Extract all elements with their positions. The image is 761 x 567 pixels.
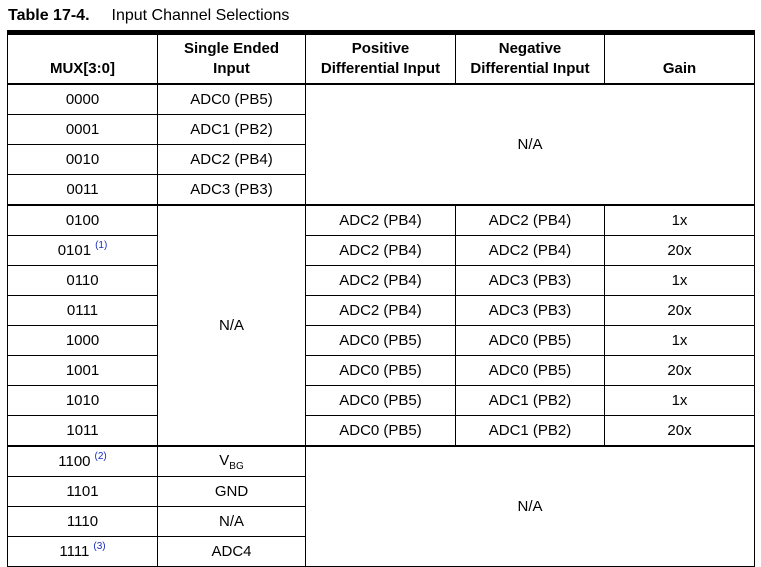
mux-cell: 1010	[8, 386, 158, 416]
footnote-ref[interactable]: (2)	[94, 451, 107, 462]
mux-cell: 0010	[8, 145, 158, 175]
table-row	[8, 446, 755, 477]
mux-cell: 1001	[8, 356, 158, 386]
gain-cell: 20x	[605, 296, 755, 326]
gain-cell: 1x	[605, 326, 755, 356]
table-row	[8, 326, 755, 356]
differential-na-top: N/A	[306, 84, 755, 205]
table-row	[8, 386, 755, 416]
mux-cell: 0011	[8, 175, 158, 206]
gain-cell: 20x	[605, 356, 755, 386]
table-caption	[8, 7, 289, 25]
single-ended-cell: ADC2 (PB4)	[158, 145, 306, 175]
mux-cell: 1011	[8, 416, 158, 447]
input-channel-table	[7, 30, 755, 567]
negative-cell: ADC0 (PB5)	[456, 326, 605, 356]
footnote-ref[interactable]: (3)	[93, 541, 106, 552]
table-row	[8, 296, 755, 326]
negative-cell: ADC2 (PB4)	[456, 236, 605, 266]
header-positive-diff: Positive Differential Input	[306, 33, 456, 85]
mux-cell: 1111 $^{(3)}$	[8, 537, 158, 567]
table-row	[8, 236, 755, 266]
header-single-ended: Single Ended Input	[158, 33, 306, 85]
gain-cell: 1x	[605, 266, 755, 296]
header-mux: MUX[3:0]	[8, 33, 158, 85]
negative-cell: ADC2 (PB4)	[456, 205, 605, 236]
header-negative-diff: Negative Differential Input	[456, 33, 605, 85]
gain-cell: 1x	[605, 205, 755, 236]
positive-cell: ADC2 (PB4)	[306, 236, 456, 266]
negative-cell: ADC0 (PB5)	[456, 356, 605, 386]
mux-cell: 1000	[8, 326, 158, 356]
mux-cell: 0101 $^{(1)}$	[8, 236, 158, 266]
table-number: Table 17-4.	[8, 7, 90, 24]
differential-na-bottom: N/A	[306, 446, 755, 567]
positive-cell: ADC0 (PB5)	[306, 386, 456, 416]
table-row	[8, 205, 755, 236]
table-row	[8, 356, 755, 386]
single-ended-na-middle: N/A	[158, 205, 306, 446]
single-ended-cell: ADC1 (PB2)	[158, 115, 306, 145]
footnote-ref[interactable]: (1)	[95, 240, 108, 251]
mux-cell: 0000	[8, 84, 158, 115]
single-ended-cell: $V_{BG}$	[158, 446, 306, 477]
mux-cell: 0001	[8, 115, 158, 145]
mux-cell: 1100 $^{(2)}$	[8, 446, 158, 477]
positive-cell: ADC0 (PB5)	[306, 326, 456, 356]
subscript: BG	[229, 460, 244, 472]
single-ended-cell: GND	[158, 477, 306, 507]
negative-cell: ADC1 (PB2)	[456, 416, 605, 447]
single-ended-cell: ADC4	[158, 537, 306, 567]
positive-cell: ADC2 (PB4)	[306, 205, 456, 236]
negative-cell: ADC3 (PB3)	[456, 266, 605, 296]
negative-cell: ADC1 (PB2)	[456, 386, 605, 416]
header-gain: Gain	[605, 33, 755, 85]
positive-cell: ADC0 (PB5)	[306, 416, 456, 447]
table-row	[8, 84, 755, 115]
header-row	[8, 33, 755, 85]
gain-cell: 20x	[605, 236, 755, 266]
positive-cell: ADC2 (PB4)	[306, 266, 456, 296]
mux-cell: 0110	[8, 266, 158, 296]
gain-cell: 1x	[605, 386, 755, 416]
mux-cell: 1110	[8, 507, 158, 537]
single-ended-cell: ADC3 (PB3)	[158, 175, 306, 206]
gain-cell: 20x	[605, 416, 755, 447]
negative-cell: ADC3 (PB3)	[456, 296, 605, 326]
single-ended-cell: ADC0 (PB5)	[158, 84, 306, 115]
mux-cell: 0100	[8, 205, 158, 236]
positive-cell: ADC0 (PB5)	[306, 356, 456, 386]
single-ended-cell: N/A	[158, 507, 306, 537]
table-title: Input Channel Selections	[111, 7, 290, 24]
mux-cell: 0111	[8, 296, 158, 326]
mux-cell: 1101	[8, 477, 158, 507]
positive-cell: ADC2 (PB4)	[306, 296, 456, 326]
table-row	[8, 266, 755, 296]
table-row	[8, 416, 755, 447]
